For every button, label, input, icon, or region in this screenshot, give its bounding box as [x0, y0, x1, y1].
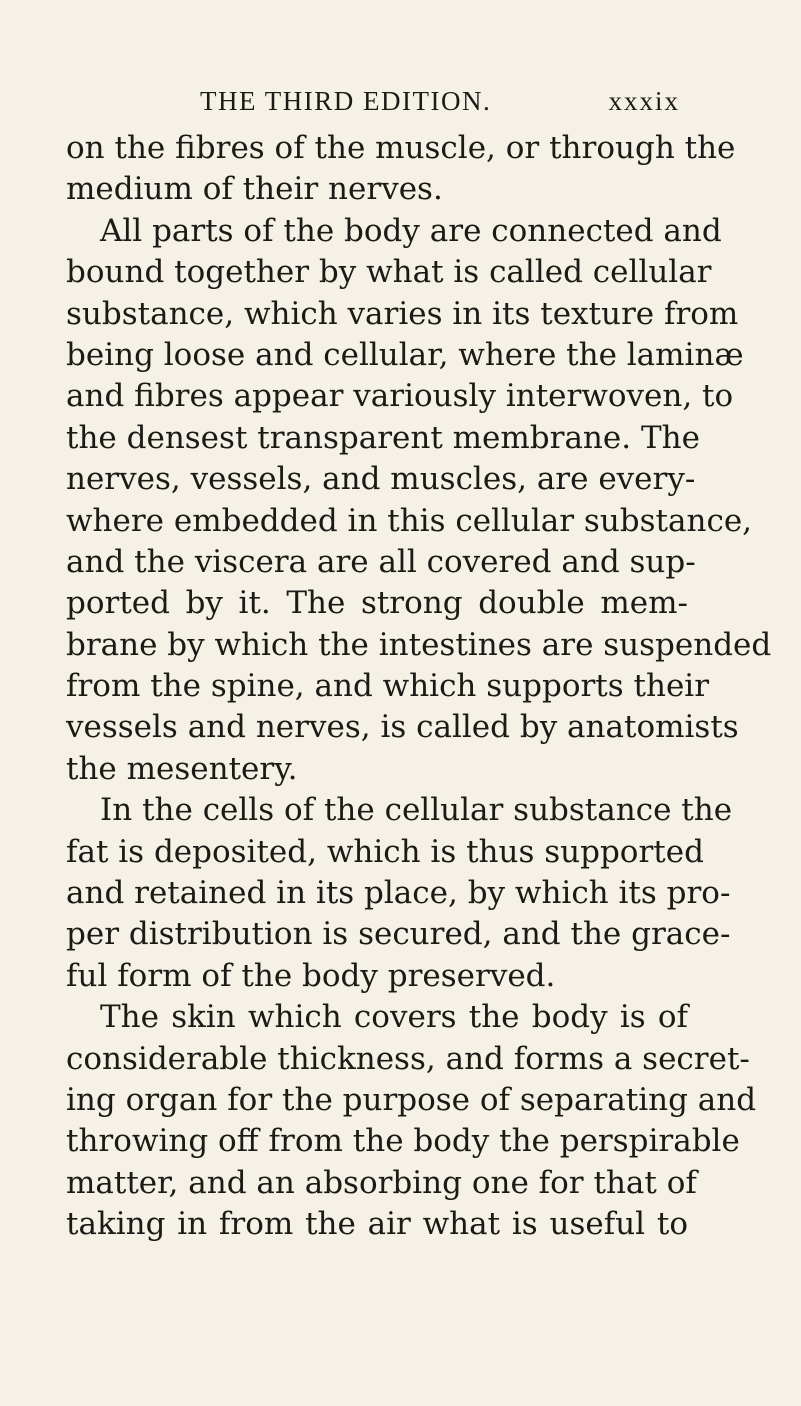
text-line: vessels and nerves, is called by anatomists: [66, 709, 739, 746]
text-line: brane by which the intestines are suspended: [66, 626, 772, 663]
text-line: the mesentery.: [66, 750, 298, 787]
text-line: from the spine, and which supports their: [66, 668, 710, 705]
paragraph-first-line: All parts of the body are connected and: [100, 212, 722, 249]
paragraph-first-line: The skin which covers the body is of: [100, 999, 688, 1036]
text-line: ful form of the body preserved.: [66, 957, 556, 994]
text-line: fat is deposited, which is thus supported: [66, 833, 704, 870]
text-line: on the fibres of the muscle, or through the: [66, 130, 736, 166]
text-line: considerable thickness, and forms a secret-: [66, 1040, 750, 1077]
text-line: matter, and an absorbing one for that of: [66, 1164, 697, 1201]
running-head-title: THE THIRD EDITION.: [200, 86, 492, 116]
page-number: xxxix: [608, 86, 680, 116]
text-line: and fibres appear variously interwoven, to: [66, 378, 734, 415]
paragraph-first-line: In the cells of the cellular substance the: [100, 792, 733, 829]
text-line: and retained in its place, by which its pro-: [66, 875, 731, 912]
text-line: bound together by what is called cellular: [66, 254, 712, 291]
text-line: nerves, vessels, and muscles, are every-: [66, 461, 696, 498]
body-text: [66, 128, 772, 1246]
text-line: and the viscera are all covered and sup-: [66, 543, 696, 580]
running-head: [200, 86, 680, 126]
text-line: being loose and cellular, where the laminæ: [66, 336, 744, 373]
text-line: taking in from the air what is useful to: [66, 1206, 688, 1243]
text-line: per distribution is secured, and the grace-: [66, 916, 731, 953]
text-line: substance, which varies in its texture from: [66, 295, 739, 332]
text-line: ing organ for the purpose of separating and: [66, 1081, 757, 1118]
text-line: the densest transparent membrane. The: [66, 419, 700, 456]
text-line: where embedded in this cellular substance,: [66, 502, 753, 539]
text-line: throwing off from the body the perspirable: [66, 1123, 740, 1160]
text-line: medium of their nerves.: [66, 171, 443, 208]
text-line: ported by it. The strong double mem-: [66, 585, 688, 622]
